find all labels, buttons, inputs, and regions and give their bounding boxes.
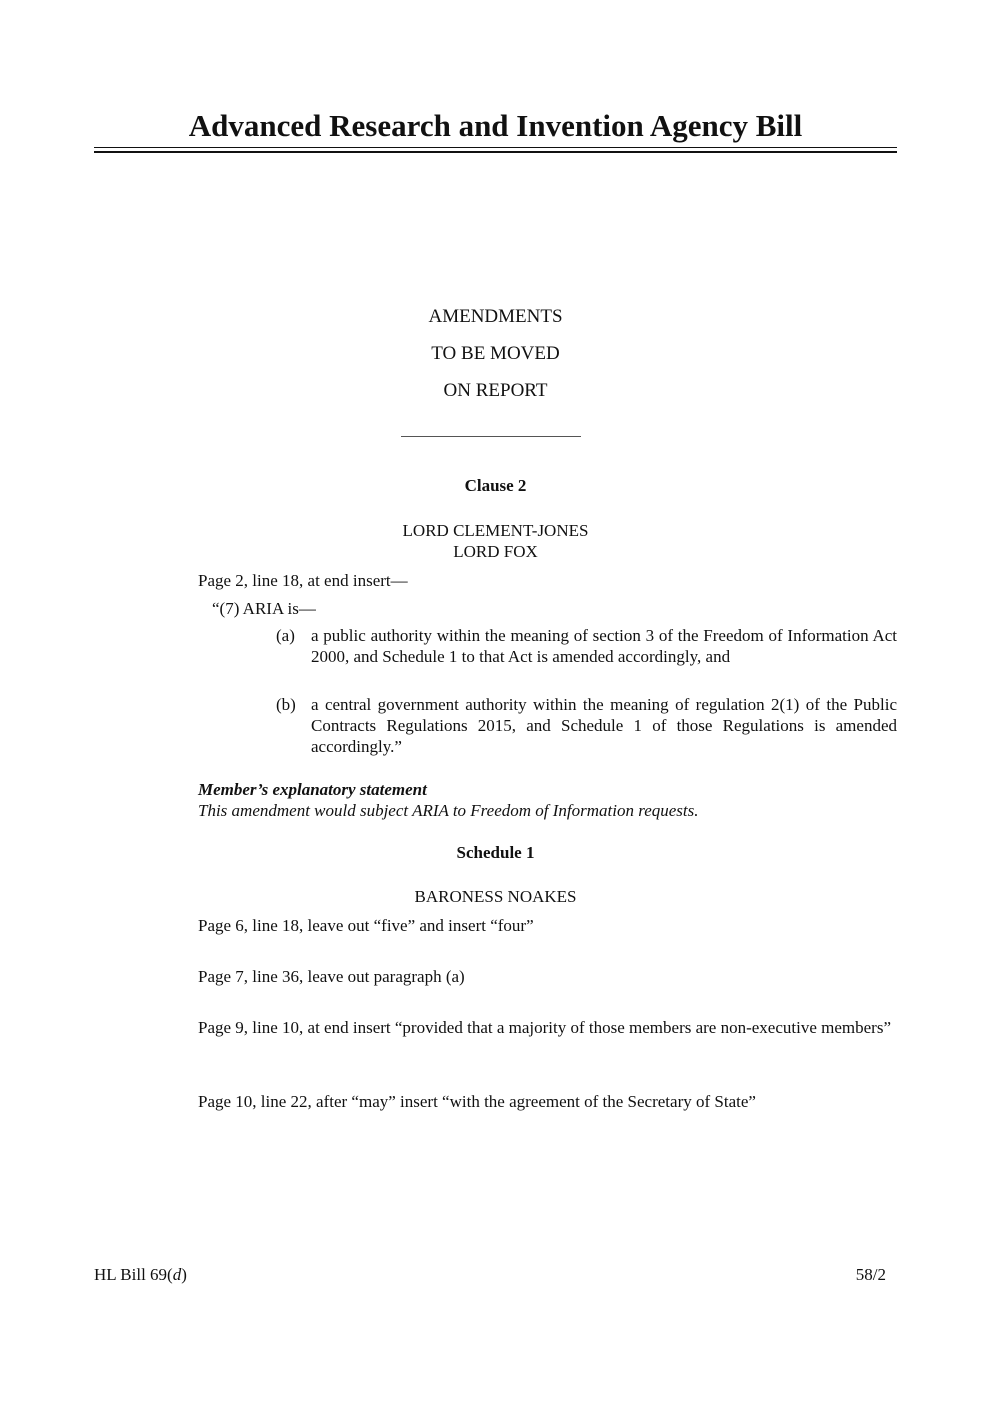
header-line-3: ON REPORT — [443, 380, 548, 401]
amendment-instruction: Page 2, line 18, at end insert— — [198, 571, 408, 590]
movers-schedule-1 — [94, 886, 897, 907]
inserted-paragraph-a — [276, 625, 897, 667]
explanatory-statement — [198, 779, 897, 821]
mover-name: BARONESS NOAKES — [414, 887, 577, 906]
amendment-instruction: Page 10, line 22, after “may” insert “with the agreement of the Secretary of State” — [198, 1092, 756, 1111]
paragraph-label: (a) — [276, 626, 295, 645]
inserted-paragraph-b — [276, 694, 897, 757]
amendment-instruction: Page 6, line 18, leave out “five” and insert “four” — [198, 916, 534, 935]
section-heading-schedule-1: Schedule 1 — [456, 843, 535, 862]
page-reference: 58/2 — [855, 1265, 886, 1284]
title-rule-thick — [94, 151, 897, 153]
bill-ref-italic: d — [172, 1265, 182, 1284]
amendment-instruction: Page 7, line 36, leave out paragraph (a) — [198, 967, 465, 986]
explanatory-statement-heading: Member’s explanatory statement — [198, 780, 427, 799]
section-heading-clause-2: Clause 2 — [464, 476, 527, 495]
mover-name: LORD FOX — [453, 542, 538, 561]
paragraph-text: a public authority within the meaning of section 3 of the Freedom of Information Act 2000, and Schedule 1 to that Act is amended accordingly, and — [311, 626, 897, 666]
amendments-header — [94, 298, 897, 409]
bill-ref-prefix: HL Bill 69( — [94, 1265, 173, 1284]
header-divider — [401, 436, 581, 437]
document-title: Advanced Research and Invention Agency Bill — [188, 108, 803, 143]
paragraph-text: a central government authority within the meaning of regulation 2(1) of the Public Contracts Regulations 2015, and Schedule 1 of those Regulations is amended accordingly.” — [311, 695, 897, 756]
header-line-2: TO BE MOVED — [431, 343, 560, 364]
bill-ref-suffix: ) — [181, 1265, 187, 1284]
bill-reference — [94, 1264, 187, 1285]
header-line-1: AMENDMENTS — [428, 306, 563, 327]
mover-name: LORD CLEMENT-JONES — [402, 521, 589, 540]
inserted-subsection-lead: “(7) ARIA is— — [212, 599, 316, 618]
title-rule-thin — [94, 147, 897, 148]
amendment-instruction: Page 9, line 10, at end insert “provided that a majority of those members are non-executive members” — [198, 1018, 891, 1037]
movers-clause-2 — [94, 520, 897, 562]
explanatory-statement-text: This amendment would subject ARIA to Freedom of Information requests. — [198, 801, 699, 820]
paragraph-label: (b) — [276, 695, 296, 714]
